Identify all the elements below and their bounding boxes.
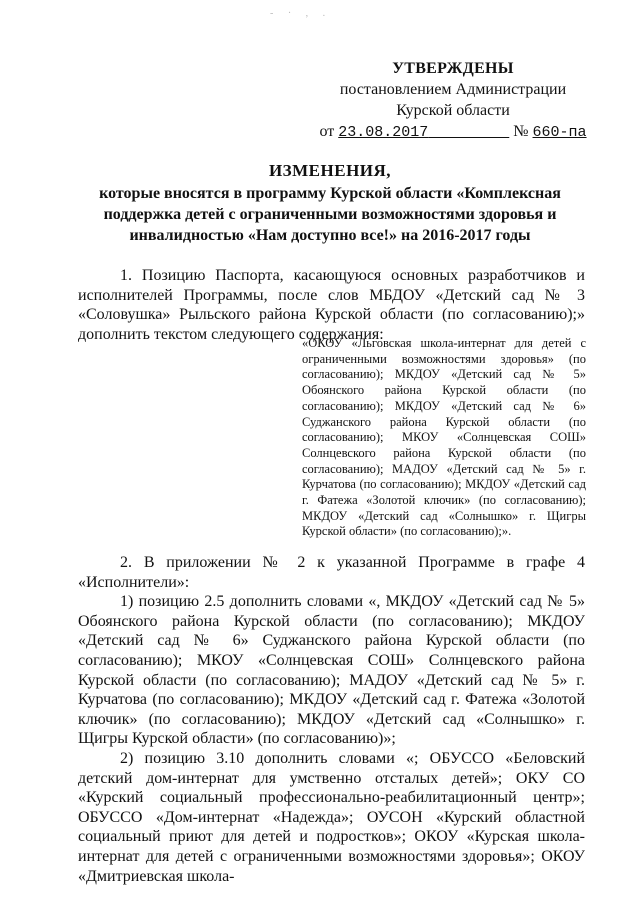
heading-title: ИЗМЕНЕНИЯ,	[268, 161, 392, 180]
approval-date-line	[318, 121, 588, 143]
item-1-inserted-text: «ОКОУ «Льговская школа-интернат для детей с ограниченными возможностями здоровья» (по согласованию); МКДОУ «Детский сад № 5» Обоянского района Курской области (по согласованию); МКДОУ «Детский сад № 6» Суджанского района Курской области (по согласованию); МКОУ «Солнцевская СОШ» Солнцевского района Курской области (по согласованию); МАДОУ «Детский сад № 5» г. Курчатова (по согласованию); МКДОУ «Детский сад г. Фатежа «Золотой ключик» (по согласованию); МКДОУ «Детский сад «Солнышко» г. Щигры Курской области» (по согласованию);».	[302, 336, 586, 539]
approval-title: УТВЕРЖДЕНЫ	[392, 60, 514, 77]
from-label: от	[319, 123, 335, 140]
approval-block	[318, 58, 588, 143]
item-2-subitem-1: 1) позицию 2.5 дополнить словами «, МКДОУ «Детский сад № 5» Обоянского района Курской области (по согласованию); МКДОУ «Детский сад № 6» Суджанского района Курской области (по согласованию); МКОУ «Солнцевская СОШ» Солнцевского района Курской области (по согласованию); МАДОУ «Детский сад № 5» г. Курчатова (по согласованию); МКДОУ «Детский сад г. Фатежа «Золотой ключик» (по согласованию); МКДОУ «Детский сад «Солнышко» г. Щигры Курской области» (по согласованию)»;	[78, 593, 585, 748]
date-underline	[428, 124, 509, 141]
approval-line-2: Курской области	[396, 102, 510, 119]
document-heading	[70, 160, 590, 246]
approval-line-1: постановлением Администрации	[339, 81, 567, 98]
item-2-paragraph: 2. В приложении № 2 к указанной Программе в графе 4 «Исполнители»:	[78, 554, 585, 591]
item-1-paragraph: 1. Позицию Паспорта, касающуюся основных разработчиков и исполнителей Программы, после слов МБДОУ «Детский сад № 3 «Соловушка» Рыльского района Курской области (по согласованию);» дополнить текстом следующего содержания:	[78, 267, 585, 343]
item-2-subitem-2: 2) позицию 3.10 дополнить словами «; ОБУССО «Беловский детский дом-интернат для умственно отсталых детей»; ОКУ СО «Курский социальный профессионально-реабилитационный центр»; ОБУССО «Дом-интернат «Надежда»; ОУСОН «Курский областной социальный приют для детей и подростков»; ОКОУ «Курская школа-интернат для детей с ограниченными возможностями здоровья»; ОКОУ «Дмитриевская школа-	[78, 749, 585, 885]
heading-subtitle: которые вносятся в программу Курской области «Комплексная поддержка детей с ограниченными возможностями здоровья и инвалидностью «Нам доступно все!» на 2016-2017 годы	[99, 185, 561, 244]
item-2-block	[78, 553, 585, 886]
approval-date: 23.08.2017	[338, 124, 429, 141]
scan-artifact: - · , .	[270, 8, 332, 19]
number-label: №	[513, 123, 529, 140]
approval-number: 660-па	[532, 124, 587, 141]
